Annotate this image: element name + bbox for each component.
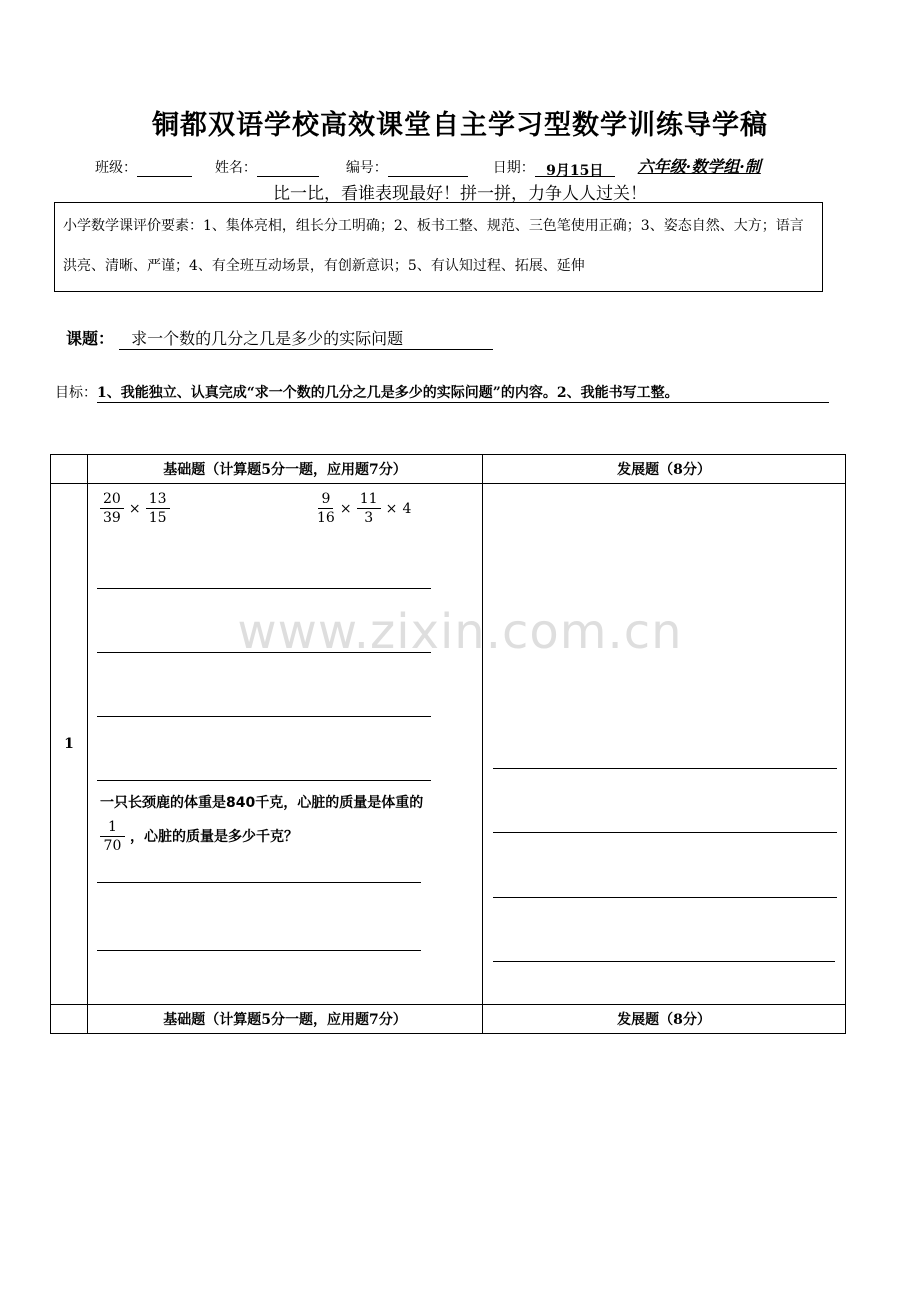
fraction (317, 490, 335, 527)
answer-line[interactable] (493, 832, 837, 833)
word-problem-question: ，心脏的质量是多少千克？ (130, 829, 299, 845)
develop-cell (483, 484, 846, 1005)
footer-basic: 基础题（计算题5分一题，应用题7分） (88, 1005, 483, 1034)
denominator: 70 (103, 838, 122, 854)
footer-develop: 发展题（8分） (483, 1005, 846, 1034)
fraction (357, 490, 381, 527)
numerator: 13 (146, 490, 170, 509)
numerator: 9 (318, 490, 333, 509)
numerator: 1 (100, 818, 125, 837)
slogan: 比一比，看谁表现最好！拼一拼，力争人人过关！ (273, 184, 647, 204)
class-field[interactable] (137, 160, 192, 177)
topic-row (66, 326, 493, 350)
row-number: 1 (51, 484, 88, 1005)
multiply-sign: × (339, 501, 352, 517)
name-field[interactable] (257, 160, 319, 177)
topic-value: 求一个数的几分之几是多少的实际问题 (119, 326, 493, 350)
expression-1 (100, 490, 170, 527)
header-develop: 发展题（8分） (483, 455, 846, 484)
footer-blank-cell (51, 1005, 88, 1034)
denominator: 39 (103, 510, 121, 526)
fraction (146, 490, 170, 527)
maker-credit: 六年级·数学组·制 (637, 157, 761, 176)
multiply-sign: × (128, 501, 141, 517)
denominator: 3 (364, 510, 374, 526)
date-value: 9月15日 (535, 160, 615, 177)
answer-line[interactable] (493, 768, 837, 769)
name-label: 姓名： (214, 160, 257, 176)
answer-line[interactable] (493, 961, 835, 962)
word-problem-text: 一只长颈鹿的体重是840千克，心脏的质量是体重的 (100, 795, 424, 811)
header-info-row (95, 154, 761, 177)
basic-cell (88, 484, 483, 1005)
goal-label: 目标： (55, 385, 97, 401)
answer-line[interactable] (97, 950, 421, 951)
date-label: 日期： (492, 160, 535, 176)
expression-2 (317, 490, 411, 527)
numerator: 20 (100, 490, 124, 509)
number-field[interactable] (388, 160, 468, 177)
evaluation-box: 小学数学课评价要素：1、集体亮相，组长分工明确；2、板书工整、规范、三色笔使用正确；3、姿态自然、大方；语言洪亮、清晰、严谨；4、有全班互动场景，有创新意识；5、有认知过程、拓展、延伸 (54, 202, 823, 292)
multiply-sign: × (385, 501, 398, 517)
header-basic: 基础题（计算题5分一题，应用题7分） (88, 455, 483, 484)
number-label: 编号： (345, 160, 388, 176)
exercise-table (50, 454, 846, 1034)
answer-line[interactable] (97, 882, 421, 883)
table-header-row (51, 455, 846, 484)
answer-line[interactable] (97, 716, 431, 717)
goal-row (55, 382, 835, 403)
exercise-row (51, 484, 846, 1005)
answer-line[interactable] (97, 588, 431, 589)
fraction (100, 818, 125, 855)
goal-value: 1、我能独立、认真完成“求一个数的几分之几是多少的实际问题”的内容。2、我能书写工整。 (97, 382, 829, 403)
denominator: 16 (317, 510, 335, 526)
numerator: 11 (357, 490, 381, 509)
page-title: 铜都双语学校高效课堂自主学习型数学训练导学稿 (152, 110, 768, 141)
table-footer-row (51, 1005, 846, 1034)
denominator: 15 (148, 510, 167, 526)
topic-label: 课题： (66, 329, 115, 348)
answer-line[interactable] (97, 780, 431, 781)
header-blank-cell (51, 455, 88, 484)
integer-operand: 4 (402, 501, 412, 517)
class-label: 班级： (95, 160, 137, 176)
fraction (100, 490, 124, 527)
word-problem-fraction-row (100, 818, 298, 855)
answer-line[interactable] (493, 897, 837, 898)
watermark: www.zixin.com.cn (237, 604, 683, 660)
